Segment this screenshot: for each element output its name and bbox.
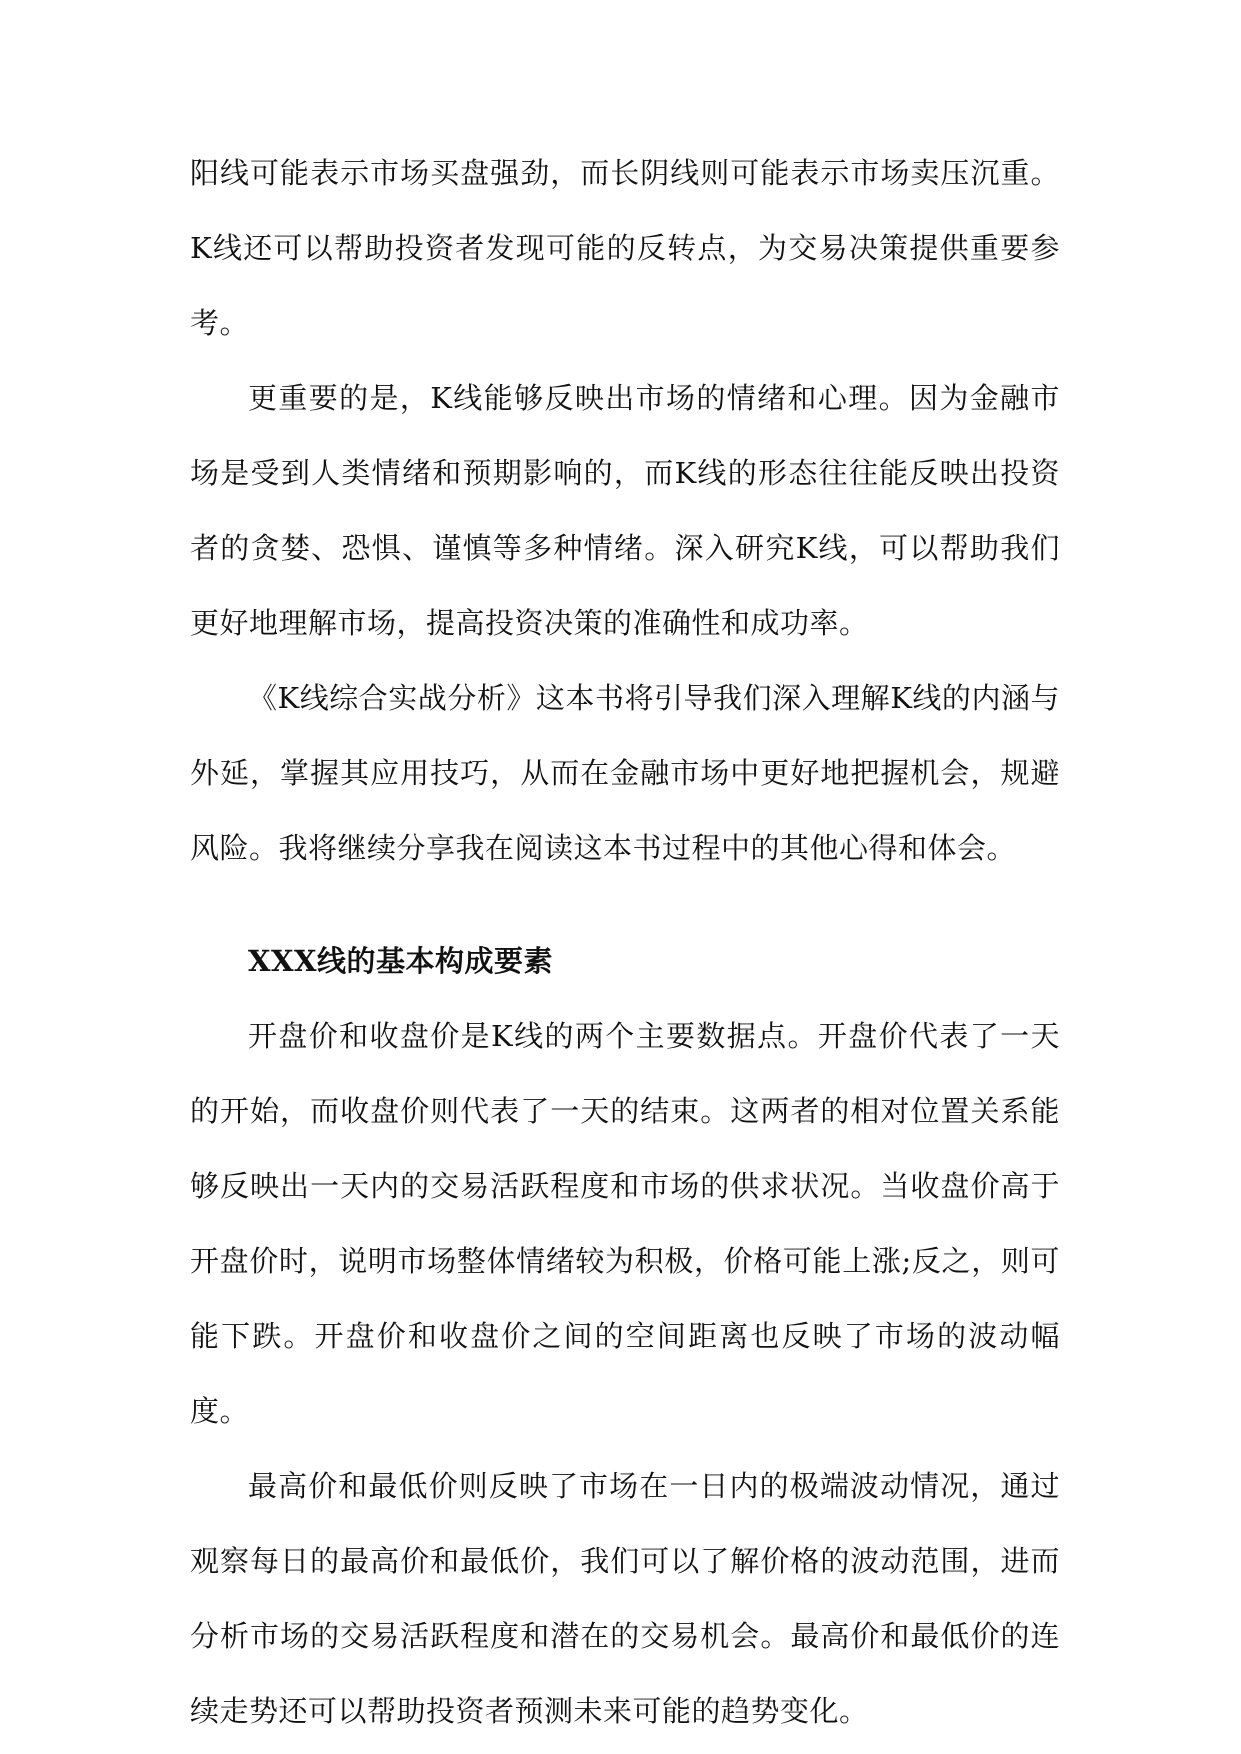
paragraph-4: 开盘价和收盘价是K线的两个主要数据点。开盘价代表了一天的开始，而收盘价则代表了一天的结束。这两者的相对位置关系能够反映出一天内的交易活跃程度和市场的供求状况。当收盘价高于开盘价时，说明市场整体情绪较为积极，价格可能上涨;反之，则可能下跌。开盘价和收盘价之间的空间距离也反映了市场的波动幅度。 [190,1019,1060,1428]
document-body [190,136,1060,1749]
paragraph-1: 阳线可能表示市场买盘强劲，而长阴线则可能表示市场卖压沉重。K线还可以帮助投资者发现可能的反转点，为交易决策提供重要参考。 [190,156,1060,340]
section-heading: XXX线的基本构成要素 [248,944,554,978]
paragraph-2: 更重要的是，K线能够反映出市场的情绪和心理。因为金融市场是受到人类情绪和预期影响的，而K线的形态往往能反映出投资者的贪婪、恐惧、谨慎等多种情绪。深入研究K线，可以帮助我们更好地理解市场，提高投资决策的准确性和成功率。 [190,381,1060,640]
paragraph-3: 《K线综合实战分析》这本书将引导我们深入理解K线的内涵与外延，掌握其应用技巧，从而在金融市场中更好地把握机会，规避风险。我将继续分享我在阅读这本书过程中的其他心得和体会。 [190,681,1060,865]
paragraph-5: 最高价和最低价则反映了市场在一日内的极端波动情况，通过观察每日的最高价和最低价，我们可以了解价格的波动范围，进而分析市场的交易活跃程度和潜在的交易机会。最高价和最低价的连续走势还可以帮助投资者预测未来可能的趋势变化。 [190,1469,1060,1728]
